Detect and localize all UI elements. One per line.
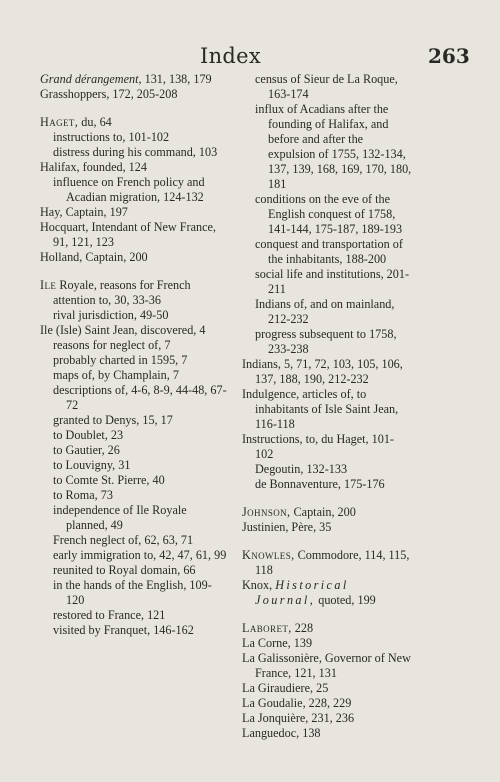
entry-text: independence of Ile Royale planned, 49 [53,503,187,532]
entry-text: Commodore, 114, 115, 118 [255,548,410,577]
index-entry [40,503,230,533]
index-entry [242,387,412,432]
index-entry [242,462,412,477]
index-entry [40,87,230,102]
index-entry [40,220,230,250]
entry-text: French neglect of, 62, 63, 71 [53,533,194,547]
entry-text: Languedoc, 138 [242,726,321,740]
entry-spacer [242,492,412,505]
index-entry [242,578,412,608]
entry-text: maps of, by Champlain, 7 [53,368,179,382]
entry-text: quoted, 199 [315,593,376,607]
entry-text: probably charted in 1595, 7 [53,353,188,367]
entry-text: de Bonnaventure, 175-176 [255,477,385,491]
entry-spacer [40,265,230,278]
index-entry [40,205,230,220]
index-entry [242,696,412,711]
entry-text: Hocquart, Intendant of New France, 91, 121, 123 [40,220,216,249]
index-column-left [40,72,230,638]
index-entry [40,563,230,578]
entry-text: La Corne, 139 [242,636,313,650]
index-entry [242,711,412,726]
entry-text: Justinien, Père, 35 [242,520,332,534]
entry-heading: Ile [40,278,57,292]
index-entry [242,327,412,357]
index-entry [40,175,230,205]
entry-text: Hay, Captain, 197 [40,205,128,219]
entry-text: granted to Denys, 15, 17 [53,413,173,427]
entry-spacer [40,102,230,115]
index-entry [242,357,412,387]
entry-text: descriptions of, 4-6, 8-9, 44-48, 67-72 [53,383,227,412]
entry-text: to Roma, 73 [53,488,113,502]
entry-text: du, 64 [78,115,112,129]
index-entry [40,353,230,368]
entry-text: La Goudalie, 228, 229 [242,696,352,710]
entry-text: Captain, 200 [290,505,356,519]
entry-text: early immigration to, 42, 47, 61, 99 [53,548,227,562]
entry-text: La Giraudiere, 25 [242,681,329,695]
index-entry [242,477,412,492]
entry-text: influx of Acadians after the founding of Halifax, and before and after the expulsion of 1755, 132-134, 137, 139, 168, 169, 170, 180, 181 [255,102,412,191]
index-entry [242,548,412,578]
index-entry [242,621,412,636]
entry-text: to Louvigny, 31 [53,458,131,472]
entry-text: Royale, reasons for French attention to, 30, 33-36 [53,278,191,307]
index-entry [40,72,230,87]
index-entry [40,443,230,458]
entry-text: La Galissonière, Governor of New France, 121, 131 [242,651,411,680]
index-entry [242,102,412,192]
index-entry [40,323,230,338]
page-title: Index [200,44,262,68]
index-entry [242,651,412,681]
entry-text: 131, 138, 179 [141,72,212,86]
entry-text: conditions on the eve of the English conquest of 1758, 141-144, 175-187, 189-193 [255,192,403,236]
entry-text: visited by Franquet, 146-162 [53,623,194,637]
index-entry [40,308,230,323]
index-entry [40,473,230,488]
page-number: 263 [428,44,470,68]
index-entry [40,115,230,130]
entry-text: to Doublet, 23 [53,428,124,442]
entry-text: progress subsequent to 1758, 233-238 [255,327,397,356]
entry-text: restored to France, 121 [53,608,166,622]
entry-text: to Gautier, 26 [53,443,120,457]
entry-spacer [242,535,412,548]
index-entry [40,383,230,413]
entry-text: Ile (Isle) Saint Jean, discovered, 4 [40,323,206,337]
index-entry [40,413,230,428]
entry-text: in the hands of the English, 109-120 [53,578,212,607]
index-entry [242,681,412,696]
entry-text: 228 [291,621,314,635]
entry-text: conquest and transportation of the inhabitants, 188-200 [255,237,403,266]
running-header [0,44,500,74]
entry-text: to Comte St. Pierre, 40 [53,473,165,487]
entry-text: census of Sieur de La Roque, 163-174 [255,72,398,101]
entry-text: Degoutin, 132-133 [255,462,348,476]
index-entry [242,505,412,520]
index-entry [242,432,412,462]
index-entry [242,726,412,741]
entry-text: La Jonquière, 231, 236 [242,711,355,725]
entry-text: Knox, [242,578,276,592]
entry-text: Grasshoppers, 172, 205-208 [40,87,178,101]
entry-text: rival jurisdiction, 49-50 [53,308,169,322]
index-entry [40,533,230,548]
index-entry [40,250,230,265]
index-entry [242,267,412,297]
entry-text: Indulgence, articles of, to inhabitants of Isle Saint Jean, 116-118 [242,387,399,431]
index-entry [40,145,230,160]
entry-text: distress during his command, 103 [53,145,218,159]
index-entry [40,160,230,175]
entry-text: reasons for neglect of, 7 [53,338,171,352]
entry-text: Halifax, founded, 124 [40,160,147,174]
index-entry [40,278,230,308]
entry-text: instructions to, 101-102 [53,130,170,144]
index-entry [40,548,230,563]
entry-heading: Johnson, [242,505,291,519]
index-entry [242,72,412,102]
index-entry [40,488,230,503]
index-entry [40,428,230,443]
index-entry [40,338,230,353]
index-entry [40,578,230,608]
entry-text: reunited to Royal domain, 66 [53,563,196,577]
entry-heading: Laboret, [242,621,292,635]
index-entry [40,130,230,145]
index-entry [242,192,412,237]
entry-heading: Knowles, [242,548,295,562]
entry-spacer [242,608,412,621]
index-entry [40,368,230,383]
entry-text: influence on French policy and Acadian migration, 124-132 [53,175,205,204]
index-column-right [242,72,412,741]
entry-text: Holland, Captain, 200 [40,250,148,264]
index-entry [242,237,412,267]
entry-heading: Grand dérangement, [40,72,142,86]
index-entry [242,636,412,651]
entry-heading: Haget, [40,115,79,129]
entry-text: Instructions, to, du Haget, 101-102 [242,432,394,461]
entry-text: Indians, 5, 71, 72, 103, 105, 106, 137, 188, 190, 212-232 [242,357,403,386]
index-entry [40,623,230,638]
index-entry [40,458,230,473]
entry-title-spaced: Historical Journal, [255,578,349,607]
index-entry [40,608,230,623]
index-entry [242,520,412,535]
index-entry [242,297,412,327]
entry-text: Indians of, and on mainland, 212-232 [255,297,395,326]
entry-text: social life and institutions, 201-211 [255,267,410,296]
